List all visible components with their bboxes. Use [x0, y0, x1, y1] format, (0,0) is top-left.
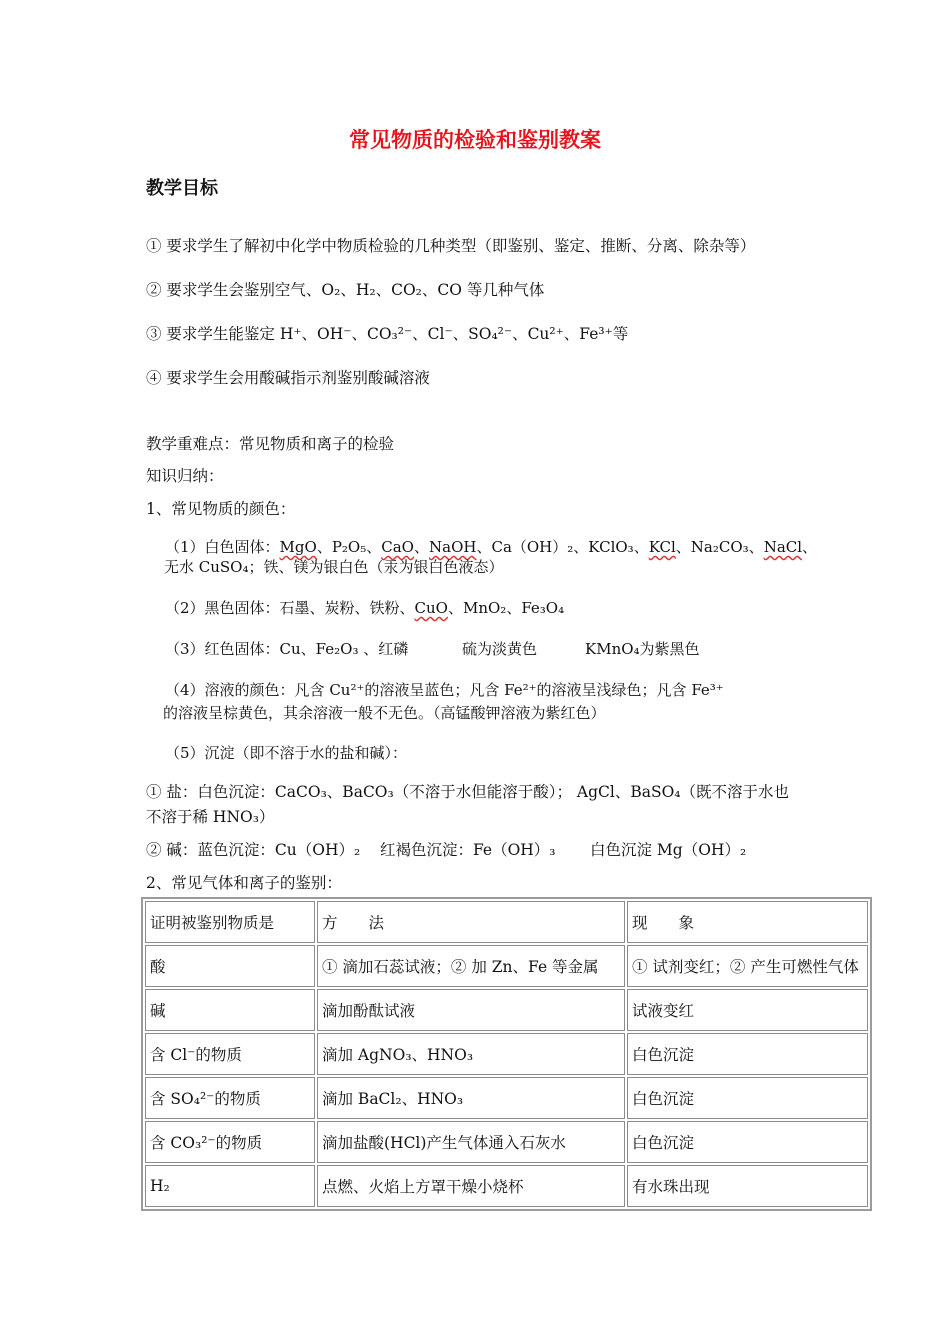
- table-row: [145, 945, 868, 987]
- compound-term: CaO: [381, 538, 414, 556]
- section-2-heading: 2、常见气体和离子的鉴别：: [146, 874, 342, 892]
- precipitate-heading: （5）沉淀（即不溶于水的盐和碱）：: [165, 744, 408, 762]
- table-row: [145, 1165, 868, 1207]
- list-separator: 、: [366, 538, 382, 556]
- table-header-cell: 方 法: [317, 901, 625, 943]
- table-cell: 有水珠出现: [627, 1165, 868, 1207]
- table-cell: 白色沉淀: [627, 1077, 868, 1119]
- table-cell: ① 试剂变红；② 产生可燃性气体: [627, 945, 868, 987]
- table-cell: 碱: [145, 989, 315, 1031]
- table-cell: 含 Cl⁻的物质: [145, 1033, 315, 1075]
- compound-term: Na₂CO₃: [690, 538, 749, 556]
- key-points: 教学重难点：常见物质和离子的检验: [146, 435, 395, 453]
- base-redbrown-precipitate: 红褐色沉淀：Fe（OH）₃: [380, 841, 556, 859]
- table-cell: 滴加酚酞试液: [317, 989, 625, 1031]
- black-solids-prefix: （2）黑色固体：石墨、炭粉、铁粉、: [165, 599, 415, 617]
- kmno4-color-text: KMnO₄为紫黑色: [585, 640, 700, 658]
- compound-term: MgO: [279, 538, 317, 556]
- list-separator: 、: [573, 538, 589, 556]
- section-1-heading: 1、常见物质的颜色：: [146, 500, 296, 518]
- table-cell: 含 CO₃²⁻的物质: [145, 1121, 315, 1163]
- table-cell: 滴加盐酸(HCl)产生气体通入石灰水: [317, 1121, 625, 1163]
- compound-term: Ca（OH）₂: [491, 538, 574, 556]
- table-cell: H₂: [145, 1165, 315, 1207]
- red-solids-text: （3）红色固体：Cu、Fe₂O₃ 、红磷: [165, 640, 409, 658]
- black-solids-rest: 、MnO₂、Fe₃O₄: [447, 599, 565, 617]
- goals-heading: 教学目标: [146, 178, 218, 199]
- white-solids-list: [280, 538, 818, 556]
- table-row: [145, 1077, 868, 1119]
- table-header-cell: 证明被鉴别物质是: [145, 901, 315, 943]
- table-cell: ① 滴加石蕊试液；② 加 Zn、Fe 等金属: [317, 945, 625, 987]
- compound-term: NaCl: [763, 538, 803, 556]
- list-separator: 、: [675, 538, 691, 556]
- salt-precipitate-line-2: 不溶于稀 HNO₃）: [146, 808, 275, 826]
- compound-term: NaOH: [429, 538, 477, 556]
- list-separator: 、: [633, 538, 649, 556]
- table-cell: 点燃、火焰上方罩干燥小烧杯: [317, 1165, 625, 1207]
- sulfur-color-text: 硫为淡黄色: [462, 640, 538, 658]
- table-row: [145, 1033, 868, 1075]
- white-solids-prefix: （1）白色固体：: [165, 538, 280, 556]
- goal-item-3: ③ 要求学生能鉴定 H⁺、OH⁻、CO₃²⁻、Cl⁻、SO₄²⁻、Cu²⁺、Fe³⁺等: [146, 325, 629, 343]
- compound-term: P₂O₅: [331, 538, 367, 556]
- table-cell: 含 SO₄²⁻的物质: [145, 1077, 315, 1119]
- table-row: [145, 1121, 868, 1163]
- goal-item-2: ② 要求学生会鉴别空气、O₂、H₂、CO₂、CO 等几种气体: [146, 281, 545, 299]
- black-solids-line: [165, 597, 564, 618]
- table-cell: 试液变红: [627, 989, 868, 1031]
- goal-item-4: ④ 要求学生会用酸碱指示剂鉴别酸碱溶液: [146, 369, 430, 387]
- table-cell: 酸: [145, 945, 315, 987]
- identification-table: [141, 897, 872, 1211]
- table-cell: 白色沉淀: [627, 1121, 868, 1163]
- table-header-cell: 现 象: [627, 901, 868, 943]
- base-blue-precipitate: ② 碱：蓝色沉淀：Cu（OH）₂: [146, 841, 361, 859]
- solution-colors-line-2: 的溶液呈棕黄色，其余溶液一般不无色。（高锰酸钾溶液为紫红色）: [163, 704, 606, 722]
- list-separator: 、: [316, 538, 332, 556]
- summary-label: 知识归纳：: [146, 467, 224, 485]
- list-separator: 、: [802, 538, 818, 556]
- solution-colors-line-1: （4）溶液的颜色：凡含 Cu²⁺的溶液呈蓝色；凡含 Fe²⁺的溶液呈浅绿色；凡含 Fe³⁺: [165, 681, 724, 699]
- list-separator: 、: [748, 538, 764, 556]
- white-solids-line-2: 无水 CuSO₄；铁、镁为银白色（汞为银白色液态）: [164, 558, 504, 576]
- white-solids-line: [165, 536, 817, 557]
- base-white-precipitate: 白色沉淀 Mg（OH）₂: [590, 841, 747, 859]
- table-row: [145, 989, 868, 1031]
- salt-precipitate-line-1: ① 盐：白色沉淀：CaCO₃、BaCO₃（不溶于水但能溶于酸）； AgCl、BaSO₄（既不溶于水也: [146, 783, 790, 801]
- table-header-row: [145, 901, 868, 943]
- document-title: 常见物质的检验和鉴别教案: [349, 127, 601, 152]
- compound-term: KClO₃: [588, 538, 634, 556]
- list-separator: 、: [413, 538, 429, 556]
- table-cell: 滴加 BaCl₂、HNO₃: [317, 1077, 625, 1119]
- goal-item-1: ① 要求学生了解初中化学中物质检验的几种类型（即鉴别、鉴定、推断、分离、除杂等）: [146, 237, 756, 255]
- list-separator: 、: [476, 538, 492, 556]
- compound-term: KCl: [648, 538, 676, 556]
- table-cell: 滴加 AgNO₃、HNO₃: [317, 1033, 625, 1075]
- cuo-term: CuO: [414, 599, 448, 617]
- table-cell: 白色沉淀: [627, 1033, 868, 1075]
